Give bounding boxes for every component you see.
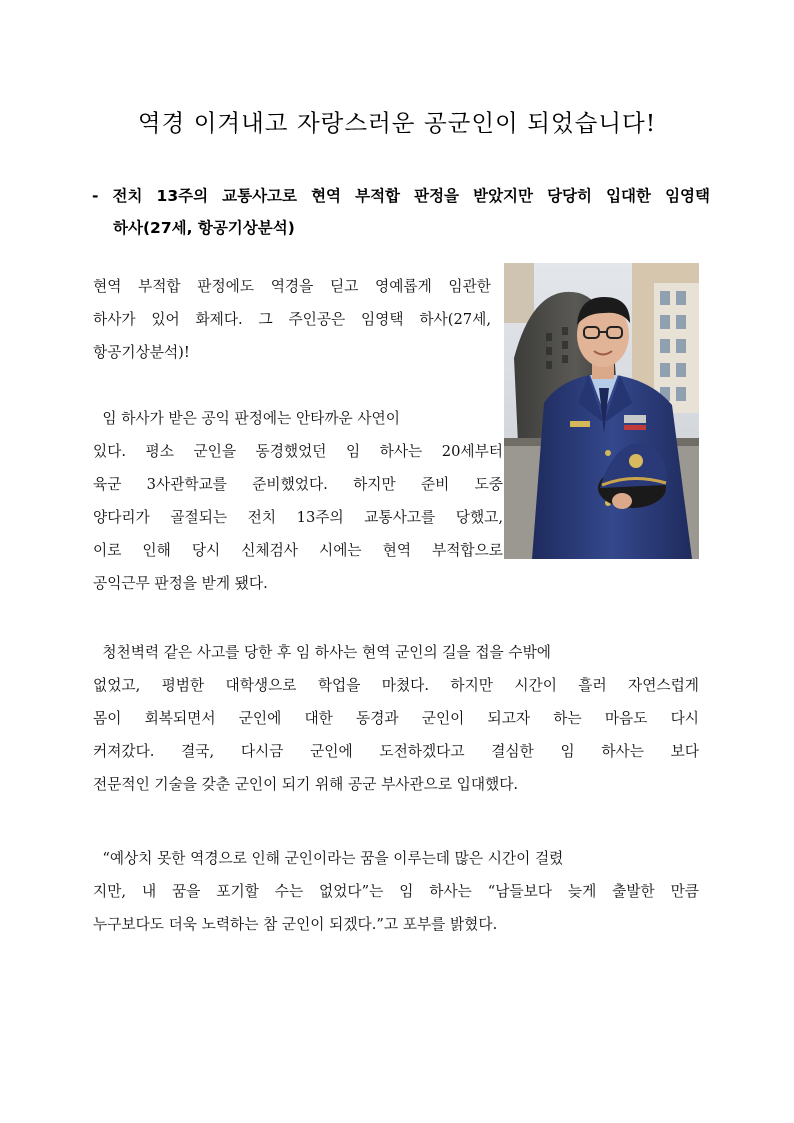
portrait-photo bbox=[504, 263, 699, 559]
text-line: 몸이 회복되면서 군인에 대한 동경과 군인이 되고자 하는 마음도 다시 bbox=[93, 710, 699, 727]
text-line: 지만, 내 꿈을 포기할 수는 없었다”는 임 하사는 “남들보다 늦게 출발한 만큼 bbox=[93, 883, 699, 900]
text-line: 이로 인해 당시 신체검사 시에는 현역 부적합으로 bbox=[93, 542, 503, 559]
quote-paragraph bbox=[93, 842, 699, 941]
text-line: 공익근무 판정을 받게 됐다. bbox=[93, 575, 268, 592]
article-subtitle bbox=[92, 180, 710, 244]
text-line: 육군 3사관학교를 준비했었다. 하지만 준비 도중 bbox=[93, 476, 503, 493]
text-line: “예상치 못한 역경으로 인해 군인이라는 꿈을 이루는데 많은 시간이 걸렸 bbox=[93, 850, 564, 867]
text-line: 임 하사가 받은 공익 판정에는 안타까운 사연이 bbox=[93, 410, 400, 427]
text-line: 항공기상분석)! bbox=[93, 344, 190, 361]
text-line: 커져갔다. 결국, 다시금 군인에 도전하겠다고 결심한 임 하사는 보다 bbox=[93, 743, 699, 760]
text-line: 전문적인 기술을 갖춘 군인이 되기 위해 공군 부사관으로 입대했다. bbox=[93, 776, 519, 793]
article-title: 역경 이겨내고 자랑스러운 공군인이 되었습니다! bbox=[137, 109, 657, 137]
text-line: 양다리가 골절되는 전치 13주의 교통사고를 당했고, bbox=[93, 509, 503, 526]
text-line: 있다. 평소 군인을 동경했었던 임 하사는 20세부터 bbox=[93, 443, 503, 460]
text-line: 누구보다도 더욱 노력하는 참 군인이 되겠다.”고 포부를 밝혔다. bbox=[93, 916, 498, 933]
story-paragraph bbox=[93, 402, 503, 600]
subtitle-line: - 전치 13주의 교통사고로 현역 부적합 판정을 받았지만 당당히 입대한 임영택 bbox=[92, 187, 710, 205]
subtitle-line: 하사(27세, 항공기상분석) bbox=[113, 219, 295, 237]
text-line: 없었고, 평범한 대학생으로 학업을 마쳤다. 하지만 시간이 흘러 자연스럽게 bbox=[93, 677, 699, 694]
story-paragraph bbox=[93, 636, 699, 801]
intro-paragraph bbox=[93, 270, 491, 369]
text-line: 하사가 있어 화제다. 그 주인공은 임영택 하사(27세, bbox=[93, 311, 491, 328]
portrait-illustration bbox=[504, 263, 699, 559]
text-line: 현역 부적합 판정에도 역경을 딛고 영예롭게 임관한 bbox=[93, 278, 491, 295]
text-line: 청천벽력 같은 사고를 당한 후 임 하사는 현역 군인의 길을 접을 수밖에 bbox=[93, 644, 551, 661]
